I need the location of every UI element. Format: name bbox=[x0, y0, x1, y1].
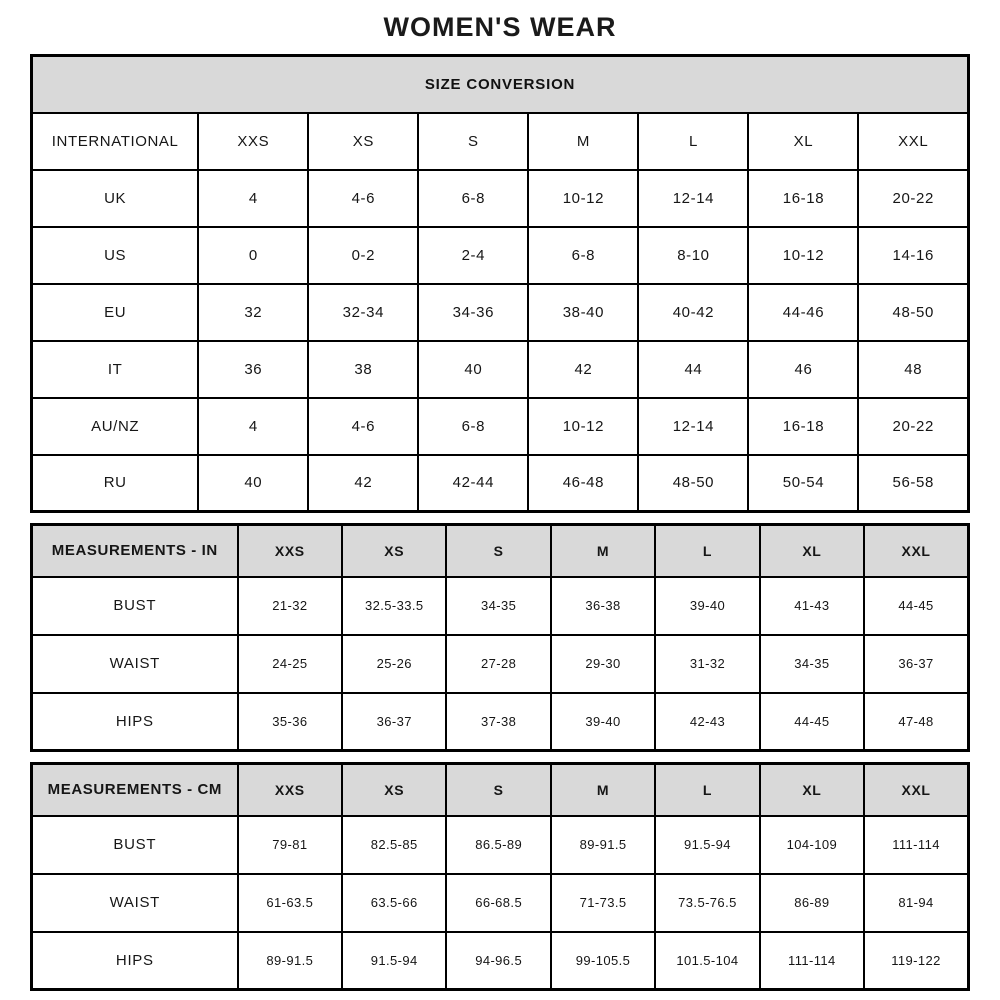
row-label: HIPS bbox=[32, 932, 238, 990]
measurements-cm-table bbox=[30, 762, 970, 991]
row-header-label: MEASUREMENTS - IN bbox=[32, 525, 238, 577]
cell-value: 8-10 bbox=[638, 227, 748, 284]
page-title: WOMEN'S WEAR bbox=[383, 12, 617, 42]
cell-value: 10-12 bbox=[528, 170, 638, 227]
cell-value: 34-35 bbox=[446, 577, 550, 635]
cell-value: 4-6 bbox=[308, 170, 418, 227]
cell-value: 39-40 bbox=[655, 577, 759, 635]
cell-value: 111-114 bbox=[760, 932, 864, 990]
row-label: UK bbox=[32, 170, 199, 227]
row-label: IT bbox=[32, 341, 199, 398]
measurements-in-table bbox=[30, 523, 970, 752]
cell-value: 20-22 bbox=[858, 170, 968, 227]
cell-value: 21-32 bbox=[238, 577, 342, 635]
cell-value: 73.5-76.5 bbox=[655, 874, 759, 932]
size-column-header: S bbox=[446, 525, 550, 577]
cell-value: 44 bbox=[638, 341, 748, 398]
cell-value: 32-34 bbox=[308, 284, 418, 341]
cell-value: 12-14 bbox=[638, 398, 748, 455]
cell-value: 47-48 bbox=[864, 693, 968, 751]
cell-value: 36-37 bbox=[342, 693, 446, 751]
cell-value: 56-58 bbox=[858, 455, 968, 512]
cell-value: 6-8 bbox=[528, 227, 638, 284]
cell-value: 39-40 bbox=[551, 693, 655, 751]
cell-value: 42 bbox=[308, 455, 418, 512]
cell-value: 89-91.5 bbox=[551, 816, 655, 874]
cell-value: 40 bbox=[418, 341, 528, 398]
cell-value: 61-63.5 bbox=[238, 874, 342, 932]
cell-value: 14-16 bbox=[858, 227, 968, 284]
cell-value: 50-54 bbox=[748, 455, 858, 512]
cell-value: 32.5-33.5 bbox=[342, 577, 446, 635]
size-column-header: S bbox=[446, 764, 550, 816]
cell-value: 48-50 bbox=[858, 284, 968, 341]
table-row bbox=[32, 874, 969, 932]
cell-value: 66-68.5 bbox=[446, 874, 550, 932]
cell-value: 41-43 bbox=[760, 577, 864, 635]
size-column-header: L bbox=[638, 113, 748, 170]
table-row bbox=[32, 227, 969, 284]
cell-value: 25-26 bbox=[342, 635, 446, 693]
cell-value: 10-12 bbox=[528, 398, 638, 455]
cell-value: 71-73.5 bbox=[551, 874, 655, 932]
cell-value: 37-38 bbox=[446, 693, 550, 751]
cell-value: 10-12 bbox=[748, 227, 858, 284]
cell-value: 27-28 bbox=[446, 635, 550, 693]
table-row bbox=[32, 170, 969, 227]
cell-value: 16-18 bbox=[748, 398, 858, 455]
cell-value: 101.5-104 bbox=[655, 932, 759, 990]
cell-value: 32 bbox=[198, 284, 308, 341]
cell-value: 0-2 bbox=[308, 227, 418, 284]
size-column-header: XL bbox=[760, 525, 864, 577]
row-label: BUST bbox=[32, 816, 238, 874]
row-label: BUST bbox=[32, 577, 238, 635]
cell-value: 94-96.5 bbox=[446, 932, 550, 990]
cell-value: 12-14 bbox=[638, 170, 748, 227]
cell-value: 46-48 bbox=[528, 455, 638, 512]
cell-value: 42-44 bbox=[418, 455, 528, 512]
cell-value: 79-81 bbox=[238, 816, 342, 874]
row-label: RU bbox=[32, 455, 199, 512]
cell-value: 4 bbox=[198, 170, 308, 227]
cell-value: 81-94 bbox=[864, 874, 968, 932]
table-row bbox=[32, 455, 969, 512]
cell-value: 4 bbox=[198, 398, 308, 455]
size-column-header: XS bbox=[342, 525, 446, 577]
cell-value: 36 bbox=[198, 341, 308, 398]
row-label: EU bbox=[32, 284, 199, 341]
cell-value: 91.5-94 bbox=[342, 932, 446, 990]
row-header-label: INTERNATIONAL bbox=[32, 113, 199, 170]
cell-value: 6-8 bbox=[418, 170, 528, 227]
cell-value: 0 bbox=[198, 227, 308, 284]
cell-value: 86.5-89 bbox=[446, 816, 550, 874]
table-row bbox=[32, 284, 969, 341]
row-label: US bbox=[32, 227, 199, 284]
column-header-row bbox=[32, 525, 969, 577]
size-conversion-table bbox=[30, 54, 970, 513]
cell-value: 36-38 bbox=[551, 577, 655, 635]
table-title-row bbox=[32, 56, 969, 113]
table-row bbox=[32, 577, 969, 635]
cell-value: 91.5-94 bbox=[655, 816, 759, 874]
cell-value: 99-105.5 bbox=[551, 932, 655, 990]
cell-value: 34-36 bbox=[418, 284, 528, 341]
cell-value: 89-91.5 bbox=[238, 932, 342, 990]
cell-value: 6-8 bbox=[418, 398, 528, 455]
cell-value: 16-18 bbox=[748, 170, 858, 227]
cell-value: 42 bbox=[528, 341, 638, 398]
size-column-header: XL bbox=[748, 113, 858, 170]
cell-value: 63.5-66 bbox=[342, 874, 446, 932]
cell-value: 48 bbox=[858, 341, 968, 398]
cell-value: 82.5-85 bbox=[342, 816, 446, 874]
size-column-header: XXS bbox=[238, 525, 342, 577]
table-row bbox=[32, 816, 969, 874]
row-label: WAIST bbox=[32, 635, 238, 693]
cell-value: 40-42 bbox=[638, 284, 748, 341]
size-column-header: M bbox=[528, 113, 638, 170]
cell-value: 29-30 bbox=[551, 635, 655, 693]
table-row bbox=[32, 341, 969, 398]
cell-value: 104-109 bbox=[760, 816, 864, 874]
cell-value: 46 bbox=[748, 341, 858, 398]
cell-value: 4-6 bbox=[308, 398, 418, 455]
size-column-header: XXS bbox=[198, 113, 308, 170]
size-column-header: M bbox=[551, 764, 655, 816]
size-column-header: S bbox=[418, 113, 528, 170]
cell-value: 35-36 bbox=[238, 693, 342, 751]
cell-value: 44-45 bbox=[760, 693, 864, 751]
table-row bbox=[32, 932, 969, 990]
size-column-header: XL bbox=[760, 764, 864, 816]
row-label: AU/NZ bbox=[32, 398, 199, 455]
column-header-row bbox=[32, 113, 969, 170]
cell-value: 38-40 bbox=[528, 284, 638, 341]
size-column-header: XS bbox=[308, 113, 418, 170]
size-column-header: XXL bbox=[864, 525, 968, 577]
size-column-header: XXS bbox=[238, 764, 342, 816]
row-label: HIPS bbox=[32, 693, 238, 751]
cell-value: 44-46 bbox=[748, 284, 858, 341]
cell-value: 31-32 bbox=[655, 635, 759, 693]
row-label: WAIST bbox=[32, 874, 238, 932]
row-header-label: MEASUREMENTS - CM bbox=[32, 764, 238, 816]
table-row bbox=[32, 398, 969, 455]
cell-value: 119-122 bbox=[864, 932, 968, 990]
cell-value: 2-4 bbox=[418, 227, 528, 284]
cell-value: 38 bbox=[308, 341, 418, 398]
cell-value: 44-45 bbox=[864, 577, 968, 635]
cell-value: 40 bbox=[198, 455, 308, 512]
size-column-header: XXL bbox=[858, 113, 968, 170]
size-column-header: L bbox=[655, 764, 759, 816]
cell-value: 20-22 bbox=[858, 398, 968, 455]
cell-value: 36-37 bbox=[864, 635, 968, 693]
cell-value: 86-89 bbox=[760, 874, 864, 932]
size-column-header: M bbox=[551, 525, 655, 577]
size-conversion-title: SIZE CONVERSION bbox=[32, 56, 969, 113]
cell-value: 48-50 bbox=[638, 455, 748, 512]
cell-value: 34-35 bbox=[760, 635, 864, 693]
table-row bbox=[32, 693, 969, 751]
table-row bbox=[32, 635, 969, 693]
column-header-row bbox=[32, 764, 969, 816]
size-column-header: XS bbox=[342, 764, 446, 816]
cell-value: 111-114 bbox=[864, 816, 968, 874]
cell-value: 24-25 bbox=[238, 635, 342, 693]
size-column-header: L bbox=[655, 525, 759, 577]
size-column-header: XXL bbox=[864, 764, 968, 816]
cell-value: 42-43 bbox=[655, 693, 759, 751]
